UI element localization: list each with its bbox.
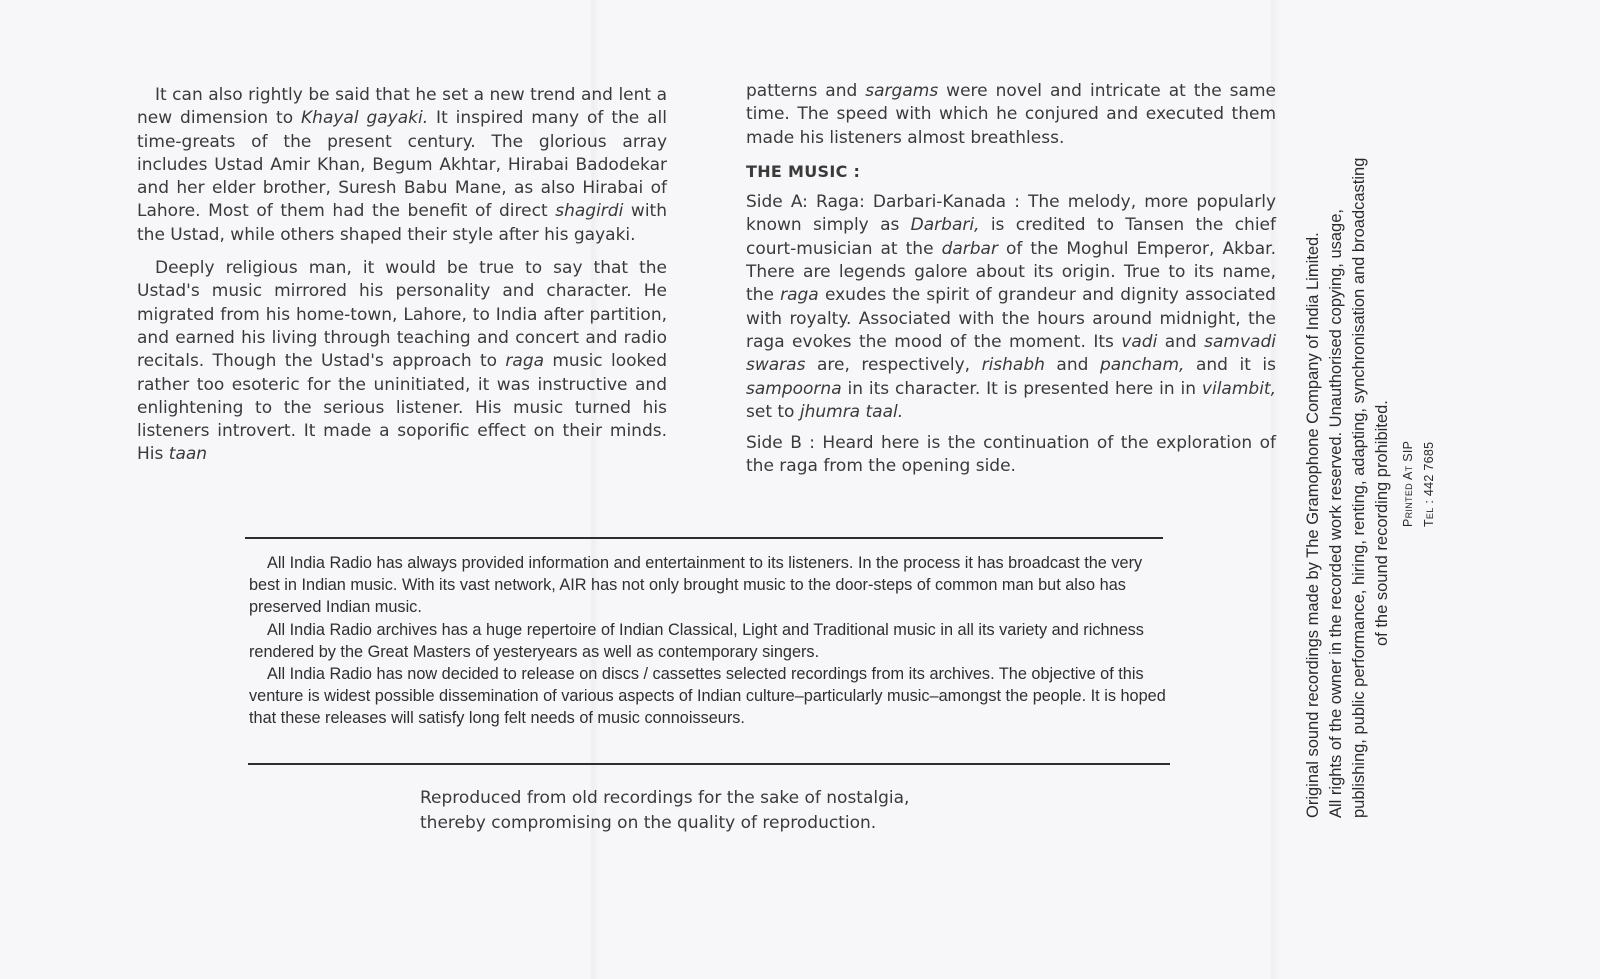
divider-bottom — [248, 763, 1170, 765]
divider-top — [245, 537, 1163, 539]
right-text-column — [746, 80, 1276, 479]
text-run: of the Moghul Emperor, Akbar. There are legends galore about its origin. True to its name, the — [746, 238, 1276, 306]
text-run: It inspired many of the all time-greats of the present century. The glorious array includes Ustad Amir Khan, Begum Akhtar, Hirabai Badodekar and her elder brother, Suresh Babu Mane, as also Hirabai of Lahore. Most of them had the benefit of direct — [137, 108, 667, 222]
printed-at-label: Printed At SIP — [1401, 440, 1415, 527]
italic-term: raga — [505, 351, 545, 372]
italic-term: sargams — [865, 81, 939, 101]
text-run: Side A: Raga: Darbari-Kanada : The melody, more popularly known simply as — [746, 192, 1276, 236]
text-run: It can also rightly be said that he set a new trend and lent a new dimension to — [137, 85, 667, 129]
rights-line-4: of the sound recording prohibited. — [1373, 400, 1391, 646]
italic-term: samvadi swaras — [746, 331, 1276, 376]
paragraph-taan-patterns — [746, 80, 1276, 150]
italic-term: shagirdi — [555, 201, 624, 222]
italic-term: Darbari, — [910, 215, 980, 236]
rights-line-2: All rights of the owner in the recorded work reserved. Unauthorised copying, usage, — [1327, 209, 1345, 818]
italic-term: rishabh — [981, 355, 1045, 376]
text-run: in its character. It is presented here in in — [841, 378, 1202, 399]
text-run: and — [1044, 355, 1100, 376]
italic-term: jhumra taal. — [799, 401, 904, 422]
paragraph-khayal-gayaki — [137, 84, 667, 247]
note-line-2: thereby compromising on the quality of reproduction. — [420, 813, 877, 833]
printer-credit — [1398, 441, 1440, 527]
left-text-column — [137, 84, 667, 467]
paragraph-ustad-character — [137, 257, 667, 467]
paragraph-side-b: Side B : Heard here is the continuation of the exploration of the raga from the opening side. — [746, 433, 1276, 477]
text-run: patterns and — [746, 81, 866, 101]
text-run: with the Ustad, while others shaped their style after his gayaki. — [137, 201, 667, 245]
italic-term: taan — [168, 444, 208, 465]
italic-term: vadi — [1121, 331, 1158, 352]
paragraph-side-a — [746, 191, 1276, 424]
air-paragraph-2: All India Radio archives has a huge repertoire of Indian Classical, Light and Traditional music in all its variety and richness rendered by the Great Masters of yesteryears as well as contemporary singers. — [249, 620, 1144, 661]
air-statement — [249, 552, 1169, 730]
italic-term: vilambit, — [1201, 378, 1276, 399]
printer-telephone: Tel : 442 7685 — [1422, 441, 1436, 527]
text-run: Deeply religious man, it would be true to say that the Ustad's music mirrored his personality and character. He migrated from his home-town, Lahore, to India after partition, and earned his living through teaching and concert and radio recitals. Though the Ustad's approach to — [137, 258, 667, 372]
copyright-notice — [1302, 158, 1394, 818]
text-run: and it is — [1184, 355, 1276, 376]
italic-term: raga — [780, 285, 819, 306]
italic-term: Khayal gayaki. — [301, 108, 429, 129]
reproduction-note — [420, 786, 980, 836]
text-run: set to — [746, 401, 800, 422]
rights-line-1: Original sound recordings made by The Gramophone Company of India Limited. — [1304, 232, 1322, 818]
air-paragraph-3: All India Radio has now decided to release on discs / cassettes selected recordings from its archives. The objective of this venture is widest possible dissemination of various aspects of Indian culture–particularly music–amongst the people. It is hoped that these releases will satisfy long felt needs of music connoisseurs. — [249, 665, 1166, 728]
italic-term: sampoorna — [746, 378, 842, 399]
text-run: were novel and intricate at the same time. The speed with which he conjured and executed them made his listeners almost breathless. — [746, 81, 1276, 148]
text-run: and — [1157, 331, 1205, 352]
text-run: is credited to Tansen the chief court-musician at the — [746, 215, 1276, 259]
text-run: music looked rather too esoteric for the uninitiated, it was instructive and enlightening to the serious listener. His music turned his listeners introvert. It made a soporific effect on their minds. His — [137, 351, 667, 465]
note-line-1: Reproduced from old recordings for the sake of nostalgia, — [420, 788, 910, 808]
section-heading-the-music: THE MUSIC : — [746, 161, 861, 181]
italic-term: darbar — [941, 238, 998, 259]
text-run: exudes the spirit of grandeur and dignity associated with royalty. Associated with the hours around midnight, the raga evokes the mood of the moment. Its — [746, 285, 1276, 352]
air-paragraph-1: All India Radio has always provided information and entertainment to its listeners. In the process it has broadcast the very best in Indian music. With its vast network, AIR has not only brought music to the door-steps of common man but also has preserved Indian music. — [249, 554, 1143, 617]
text-run: are, respectively, — [805, 355, 982, 376]
italic-term: pancham, — [1099, 355, 1185, 376]
rights-line-3: publishing, public performance, hiring, renting, adapting, synchronisation and broadcasting — [1350, 157, 1368, 818]
